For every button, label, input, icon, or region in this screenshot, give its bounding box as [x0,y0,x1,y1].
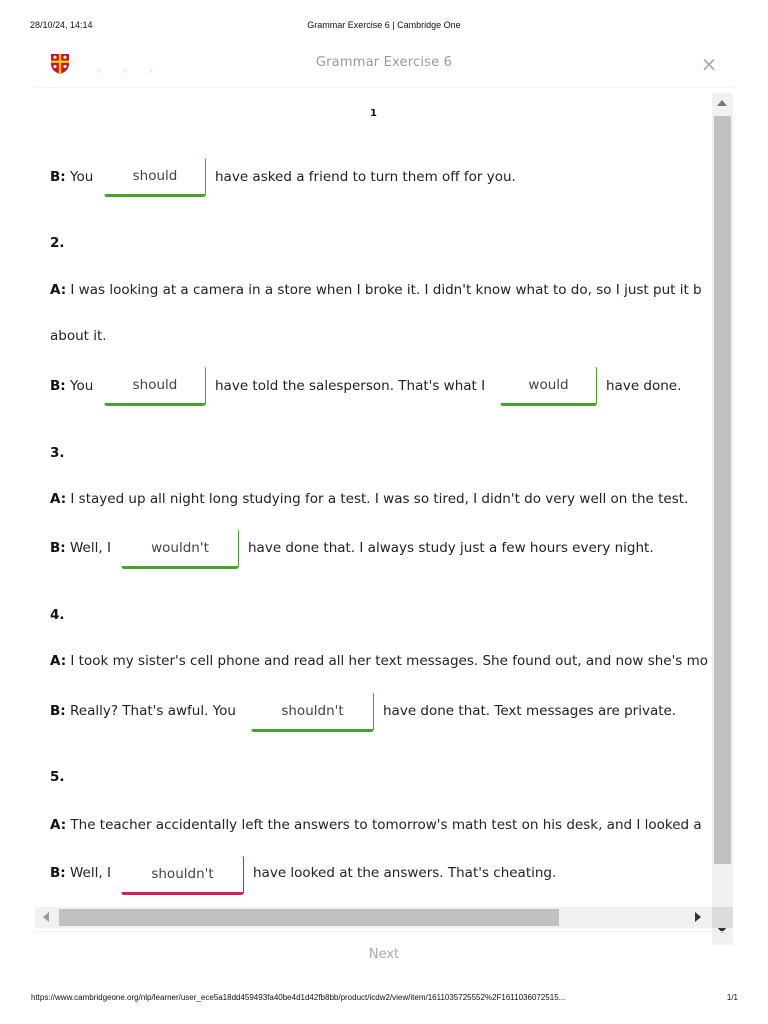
q3-b-before: Well, I [70,540,111,556]
q2-b-after: have done. [606,378,682,394]
q2-a-text: I was looking at a camera in a store when I broke it. I didn't know what to do, so I just put it b [70,282,702,298]
answer-blank-q5[interactable]: shouldn't [121,855,244,895]
speaker-label: A: [50,282,67,298]
q2-a-line [50,280,702,300]
exercise-content[interactable] [35,93,712,945]
q5-b-line [50,863,111,883]
scroll-up-icon[interactable] [717,100,727,106]
q3-a-text: I stayed up all night long studying for a test. I was so tired, I didn't do very well on the test. [70,491,689,507]
print-header [0,20,768,34]
answer-blank-q2-1[interactable]: should [104,366,206,406]
vertical-scroll-thumb[interactable] [714,116,731,864]
app-header [35,38,733,88]
question-number-3: 3. [50,445,65,461]
speaker-label: B: [50,540,66,556]
speaker-label: A: [50,653,67,669]
q1-b-after: have asked a friend to turn them off for you. [215,169,516,185]
print-page-number: 1/1 [726,993,738,1002]
q5-a-text: The teacher accidentally left the answers to tomorrow's math test on his desk, and I looked a [70,817,702,833]
question-number-4: 4. [50,607,65,623]
q1-b-line [50,167,93,187]
scrollbar-corner [712,907,733,928]
q2-b-middle: have told the salesperson. That's what I [215,378,486,394]
q3-b-line [50,538,111,558]
horizontal-scroll-thumb[interactable] [59,909,559,926]
q3-b-after: have done that. I always study just a few hours every night. [248,540,654,556]
question-number-2: 2. [50,235,65,251]
print-datetime: 28/10/24, 14:14 [30,20,93,30]
page-title: Grammar Exercise 6 [315,55,453,70]
q1-b-before: You [70,169,94,185]
speaker-label: B: [50,378,66,394]
q5-a-line [50,815,702,835]
scroll-left-icon[interactable] [43,912,49,922]
page-number: 1 [370,108,377,119]
answer-blank-q2-2[interactable]: would [500,366,597,406]
vertical-scrollbar[interactable] [712,93,733,945]
exercise-inner [35,93,712,945]
q4-a-line [50,651,708,671]
q4-b-before: Really? That's awful. You [70,703,236,719]
footer-bar [35,931,733,981]
q3-a-line [50,489,688,509]
close-icon[interactable]: × [700,52,718,76]
q5-b-before: Well, I [70,865,111,881]
speaker-label: B: [50,169,66,185]
question-number-5: 5. [50,769,65,785]
scroll-right-icon[interactable] [695,912,701,922]
print-footer [0,993,768,1007]
next-button[interactable]: Next [368,947,400,962]
app-frame [35,38,733,988]
speaker-label: B: [50,865,66,881]
answer-blank-q1[interactable]: should [104,157,206,197]
print-page-title: Grammar Exercise 6 | Cambridge One [307,20,461,30]
answer-blank-q3[interactable]: wouldn't [121,529,239,569]
speaker-label: B: [50,703,66,719]
q2-b-before: You [70,378,94,394]
q4-b-line [50,701,236,721]
q4-b-after: have done that. Text messages are private. [383,703,677,719]
speaker-label: A: [50,817,67,833]
horizontal-scrollbar[interactable] [35,907,733,928]
answer-blank-q4[interactable]: shouldn't [251,692,374,732]
print-url: https://www.cambridgeone.org/nlp/learner/user_ece5a18dd459493fa40be4d1d42fb8bb/product/icdw2/view/item/1611035725552%2F1611036072515... [31,993,566,1002]
q2-b-line [50,376,93,396]
q5-b-after: have looked at the answers. That's cheating. [253,865,557,881]
q2-a-continued: about it. [50,328,107,344]
speaker-label: A: [50,491,67,507]
q4-a-text: I took my sister's cell phone and read all her text messages. She found out, and now she's mo [70,653,709,669]
